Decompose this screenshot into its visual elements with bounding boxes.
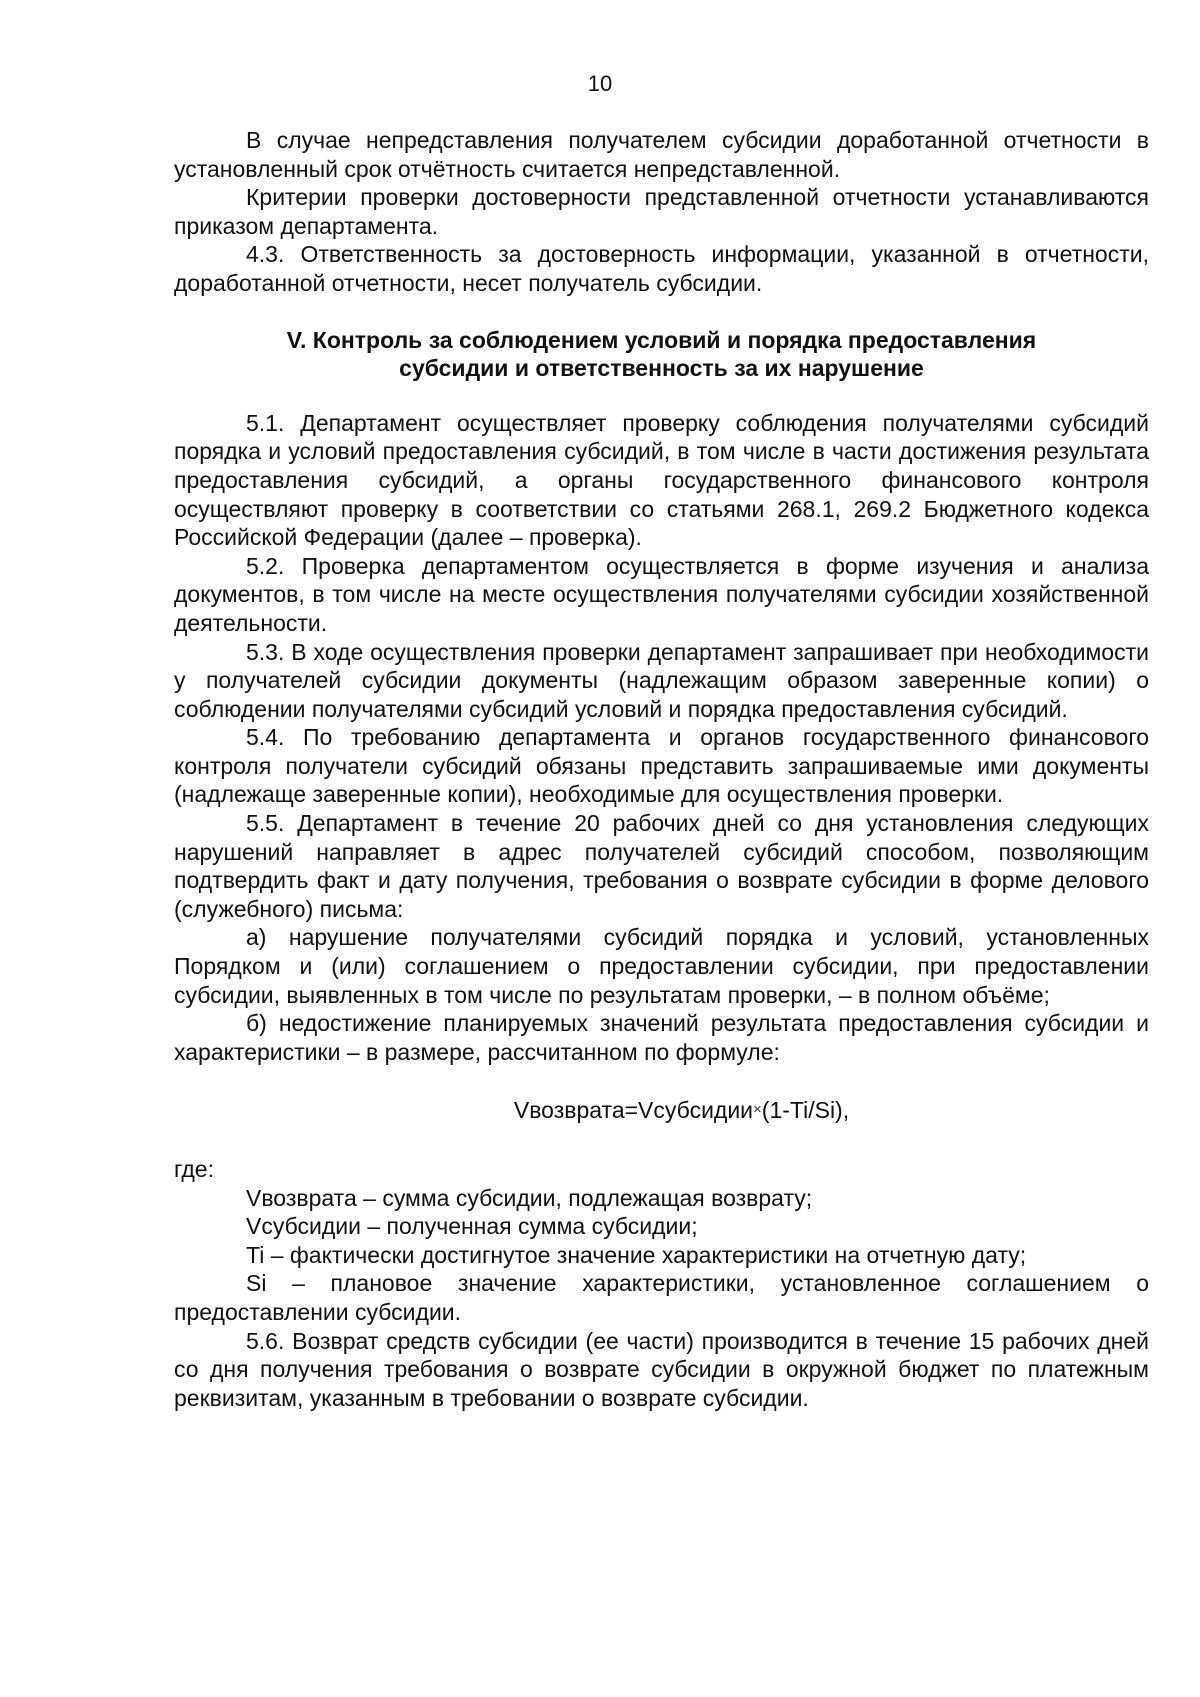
section-heading xyxy=(174,326,1149,383)
section-heading-line: V. Контроль за соблюдением условий и порядка предоставления xyxy=(286,326,1037,353)
list-item: б) недостижение планируемых значений результата предоставления субсидии и характеристики – в размере, рассчитанном по формуле: xyxy=(174,1010,1149,1065)
definition: Vсубсидии – полученная сумма субсидии; xyxy=(246,1213,698,1240)
page-number: 10 xyxy=(587,71,613,96)
formula-right: (1-Ti/Si), xyxy=(761,1097,850,1124)
paragraph: 5.5. Департамент в течение 20 рабочих дней со дня установления следующих нарушений направляет в адрес получателей субсидий способом, позволяющим подтвердить факт и дату получения, требования о возврате субсидии в форме делового (служебного) письма: xyxy=(174,810,1149,922)
paragraph: 5.1. Департамент осуществляет проверку соблюдения получателями субсидий порядка и условий предоставления субсидий, в том числе в части достижения результата предоставления субсидий, а органы государственного финансового контроля осуществляют проверку в соответствии со статьями 268.1, 269.2 Бюджетного кодекса Российской Федерации (далее – проверка). xyxy=(174,409,1149,551)
list-item: а) нарушение получателями субсидий порядка и условий, установленных Порядком и (или) соглашением о предоставлении субсидии, при предоставлении субсидии, выявленных в том числе по результатам проверки, – в полном объёме; xyxy=(174,924,1149,1008)
paragraph: В случае непредставления получателем субсидии доработанной отчетности в установленный срок отчётность считается непредставленной. xyxy=(174,127,1149,182)
paragraph: 5.6. Возврат средств субсидии (ее части) производится в течение 15 рабочих дней со дня получения требования о возврате субсидии в окружной бюджет по платежным реквизитам, указанным в требовании о возврате субсидии. xyxy=(174,1327,1149,1411)
paragraph: 4.3. Ответственность за достоверность информации, указанной в отчетности, доработанной отчетности, несет получатель субсидии. xyxy=(174,241,1149,296)
document-body xyxy=(174,126,1149,1412)
paragraph: 5.2. Проверка департаментом осуществляется в форме изучения и анализа документов, в том числе на месте осуществления получателями субсидии хозяйственной деятельности. xyxy=(174,552,1149,636)
paragraph: Критерии проверки достоверности представленной отчетности устанавливаются приказом департамента. xyxy=(174,184,1149,239)
section-heading-line: субсидии и ответственность за их нарушение xyxy=(399,355,924,382)
formula xyxy=(174,1096,1149,1125)
definition: Vвозврата – сумма субсидии, подлежащая возврату; xyxy=(246,1184,813,1211)
formula-left: Vвозврата=Vсубсидии xyxy=(513,1097,754,1124)
definition: Si – плановое значение характеристики, установленное соглашением о предоставлении субсидии. xyxy=(174,1270,1149,1325)
paragraph: 5.3. В ходе осуществления проверки департамент запрашивает при необходимости у получателей субсидии документы (надлежащим образом заверенные копии) о соблюдении получателями субсидий условий и порядка предоставления субсидий. xyxy=(174,638,1149,722)
where-label: где: xyxy=(174,1156,214,1182)
paragraph: 5.4. По требованию департамента и органов государственного финансового контроля получатели субсидий обязаны представить запрашиваемые ими документы (надлежаще заверенные копии), необходимые для осуществления проверки. xyxy=(174,724,1149,808)
multiply-icon: × xyxy=(753,1101,762,1119)
definition: Ti – фактически достигнутое значение характеристики на отчетную дату; xyxy=(246,1241,1027,1268)
